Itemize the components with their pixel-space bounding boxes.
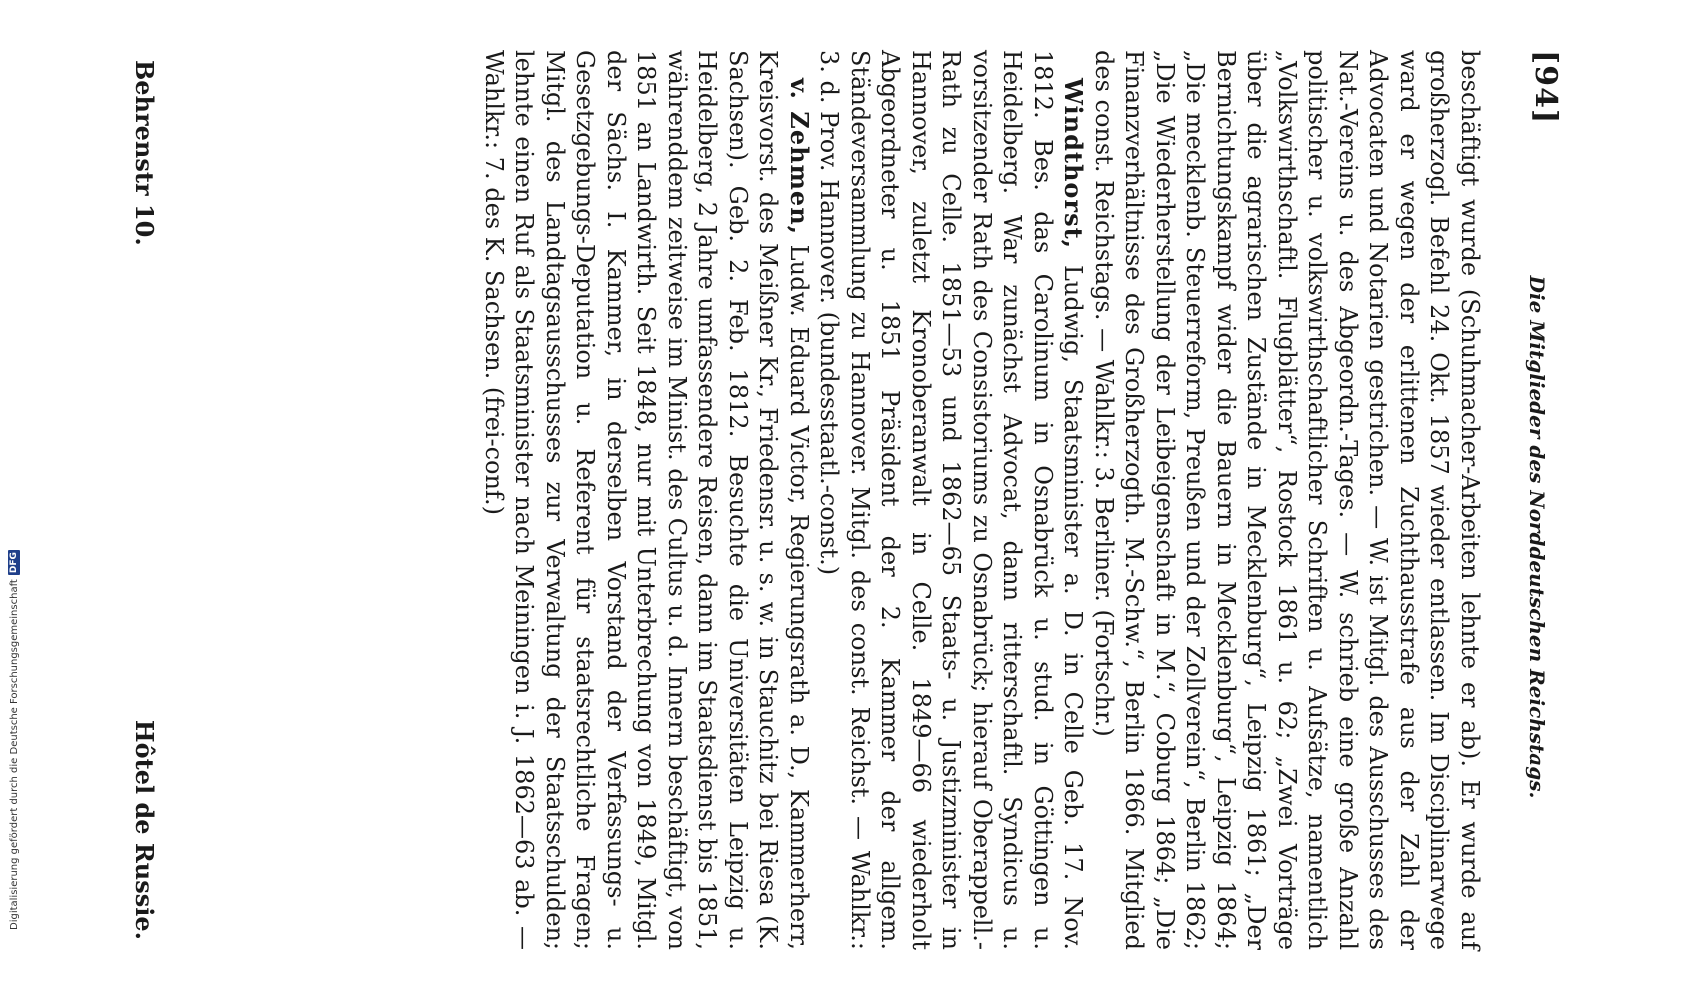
entry-zehmen: [479, 50, 815, 950]
running-title: Die Mitglieder des Norddeutschen Reichstags.: [1525, 275, 1549, 799]
page-number: [94]: [1528, 50, 1563, 125]
entry-text: Ludwig, Staatsminister a. D. in Celle Geb. 17. Nov. 1812. Bes. das Carolinum in Osnabrück u. stud. in Göttingen u. Heidelberg. War zunächst Advocat, dann ritterschaftl. Syndicus u. vorsitzender Rath des Consistoriums zu Osnabrück; hierauf Oberappell.-Rath zu Celle. 1851—53 und 1862—65 Staats- u. Justizminister in Hannover, zuletzt Kronoberanwalt in Celle. 1849—66 wiederholt Abgeordneter u. 1851 Präsident der 2. Kammer der allgem. Ständeversammlung zu Hannover. Mitgl. des const. Reichst. — Wahlkr.: 3. d. Prov. Hannover. (bundesstaatl.-const.): [815, 50, 1088, 950]
page-header: [1503, 50, 1563, 950]
footer-hotel: Hôtel de Russie.: [130, 719, 160, 940]
entry-windthorst: [814, 50, 1089, 950]
book-page: [123, 50, 1563, 950]
entry-text: Ludw. Eduard Victor, Regierungsrath a. D., Kammerherr, Kreisvorst. des Meißner Kr., Friedensr. u. s. w. in Stauchitz bei Riesa (K. Sachsen). Geb. 2. Feb. 1812. Besuchte die Universitäten Leipzig u. Heidelberg, 2 Jahre umfassendere Reisen, dann im Staatsdienst bis 1851, währenddem zeitweise im Minist. des Cultus u. d. Innern beschäftigt, von 1851 an Landwirth. Seit 1848, nur mit Unterbrechung von 1849, Mitgl. der Sächs. I. Kammer, in derselben Vorstand der Verfassungs- u. Gesetzgebungs-Deputation u. Referent für staatsrechtliche Fragen; Mitgl. des Landtagsausschusses zur Verwaltung der Staatsschulden; lehnte einen Ruf als Staatsminister nach Meiningen i. J. 1862—63 ab. — Wahlkr.: 7. des K. Sachsen. (frei-conf.): [480, 50, 813, 950]
page-footer: [123, 50, 167, 950]
dfg-logo-icon: DFG: [9, 552, 19, 574]
digitization-credit: [0, 552, 24, 930]
paragraph-continuation: [1089, 50, 1486, 950]
credit-text: Digitalisierung gefördert durch die Deutsche Forschungsgemeinschaft: [8, 579, 20, 930]
entry-name: v. Zehmen,: [785, 78, 814, 235]
footer-address: Behrenstr 10.: [130, 60, 160, 246]
entry-name: Windthorst,: [1059, 78, 1089, 250]
page-body: [183, 50, 1485, 950]
paragraph-text: beschäftigt wurde (Schuhmacher-Arbeiten lehnte er ab). Er wurde auf großherzogl. Befehl 24. Okt. 1857 wieder entlassen. Im Disciplinarwege ward er wegen der erlittenen Zuchthausstrafe aus der Zahl der Advocaten und Notarien gestrichen. — W. ist Mitgl. des Ausschusses des Nat.-Vereins u. des Abgeordn.-Tages. — W. schrieb eine große Anzahl politischer u. volkswirthschaftlicher Schriften u. Aufsätze, namentlich „Volkswirthschaftl. Flugblätter“, Rostock 1861 u. 62; „Zwei Vorträge über die agrarischen Zustände in Mecklenburg“, Leipzig 1861; „Der Bernichtungskampf wider die Bauern in Mecklenburg“, Leipzig 1864; „Die mecklenb. Steuerreform, Preußen und der Zollverein“, Berlin 1862; „Die Wiederherstellung der Leibeigenschaft in M.“, Coburg 1864; „Die Finanzverhältnisse des Großherzogth. M.-Schw.“, Berlin 1866. Mitglied des const. Reichstags. — Wahlkr.: 3. Berliner. (Fortschr.): [1090, 50, 1484, 950]
